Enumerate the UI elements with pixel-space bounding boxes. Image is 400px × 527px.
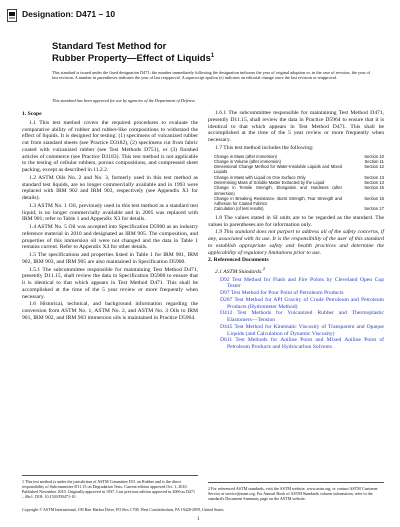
contents-title: Dimensional Change Method for Water-Insoluble Liquids and Mixed Liquids [214, 164, 342, 175]
standard-notice: This standard is issued under the fixed designation D471; the number immediately following the designation indicates the year of original adoption or, in the case of revision, the year of last revision. A number in parentheses indicates the year of last reapproval. A superscript epsilon (ε) indicates an editorial change since the last revision or reapproval. [52, 70, 371, 81]
para-2-1 [208, 266, 384, 276]
contents-section[interactable]: Section 10 [364, 153, 384, 159]
reference-code[interactable]: D412 [220, 310, 233, 317]
contents-row [214, 185, 384, 196]
left-column [22, 110, 198, 323]
reference-code[interactable]: D445 [220, 323, 233, 330]
contents-title: Change in Mass with Liquid on One Surface Only [214, 174, 306, 180]
astm-logo-icon [7, 9, 17, 22]
reference-title[interactable]: Test Method for Pour Point of Petroleum Products [230, 290, 344, 297]
reference-list [208, 277, 384, 351]
contents-section[interactable]: Section 17 [364, 206, 384, 212]
reference-item [215, 324, 384, 338]
reference-title[interactable]: Test Method for Flash and Fire Points by Cleveland Open Cup Tester [227, 276, 384, 290]
contents-row [214, 164, 384, 175]
reference-item [215, 277, 384, 291]
contents-table [214, 154, 384, 212]
contents-section[interactable]: Section 13 [364, 174, 384, 180]
contents-section[interactable]: Section 12 [364, 164, 384, 170]
para-1-7: 1.7 This test method includes the following: [215, 144, 314, 151]
reference-item [215, 297, 384, 311]
contents-title: Change in Volume (after immersion) [214, 158, 282, 164]
reference-title[interactable]: Test Method for API Gravity of Crude Petroleum and Petroleum Products (Hydrometer Method) [227, 296, 384, 310]
copyright-notice: Copyright © ASTM International, 100 Barr Harbor Drive, PO Box C700, West Conshohocken, PA 19428-2959, United States. [22, 507, 225, 512]
contents-title: Calculation (of test results) [214, 206, 264, 212]
reference-title[interactable]: Test Method for Kinematic Viscosity of Transparent and Opaque Liquids (and Calculation of Dynamic Viscosity) [227, 323, 384, 337]
footnote-mark-2: 2 [263, 266, 266, 272]
contents-section[interactable]: Section 16 [364, 195, 384, 201]
para-1-3: 1.3 ASTM No. 1 Oil, previously used in this test method as a standard test liquid, is no longer commercially available and in 2005 was replaced with IRM 901; refer to Table 1 and Appendix X3 for details. [22, 202, 198, 223]
designation: Designation: D471 – 10 [22, 9, 116, 19]
title-footnote-mark: 1 [210, 53, 215, 59]
referenced-documents-heading: 2. Referenced Documents [208, 257, 269, 264]
reference-code[interactable]: D92 [220, 276, 230, 283]
contents-section[interactable]: Section 11 [364, 158, 384, 164]
contents-title: Change in Tensile Strength, Elongation and Hardness (after immersion) [214, 185, 342, 196]
dod-notice: This standard has been approved for use by agencies of the Department of Defense. [52, 98, 196, 103]
title-line-1: Standard Test Method for [52, 41, 167, 52]
para-1-6-1: 1.6.1 The subcommittee responsible for maintaining Test Method D471, presently D11.15, shall review the data in Practice D5964 to ensure that it is identical to that which appears in Test Method D471. This shall be accomplished at the time of the 5 year review or more frequently when necessary. [208, 110, 384, 143]
reference-item [215, 290, 384, 297]
para-1-1: 1.1 This test method covers the required procedures to evaluate the comparative ability of rubber and rubber-like compositions to withstand the effect of liquids. It is designed for testing: (1) specimens of vulcanized rubber cut from standard sheets (see Practice D3182), (2) specimens cut from fabric coated with vulcanized rubber (see Test Methods D751), or (3) finished articles of commerce (see Practice D3183). This test method is not applicable to the testing of cellular rubbers, porous compositions, and compressed sheet packing, except as described in 11.2.2. [22, 119, 198, 173]
contents-title: Determining Mass of Soluble Matter Extracted by the Liquid [214, 179, 325, 185]
title-text: Rubber Property—Effect of Liquids [52, 53, 211, 64]
contents-section[interactable]: Section 15 [364, 185, 384, 191]
reference-title[interactable]: Test Methods for Aniline Point and Mixed Aniline Point of Petroleum Products and Hydrocarbon Solvents [227, 337, 384, 351]
scope-heading: 1. Scope [22, 111, 42, 117]
astm-standards-label: 2.1 ASTM Standards: [215, 268, 264, 275]
contents-row [214, 196, 384, 207]
para-1-4: 1.4 ASTM No. 5 Oil was accepted into Specification D5900 as an industry reference material in 2010 and designated as IRM 905. The composition, and properties of this immersion oil were not changed and the data in Table 1 remains current. Refer to Appendix X4 for other details. [22, 224, 198, 251]
footnote-2: 2 For referenced ASTM standards, visit the ASTM website, www.astm.org, or contact ASTM Customer Service at service@astm.org. For Annual Book of ASTM Standards volume information, refer to the standard's Document Summary page on the ASTM website. [208, 482, 384, 501]
para-1-9: 1.9 This standard does not purport to address all of the safety concerns, if any, associated with its use. It is the responsibility of the user of this standard to establish appropriate safety and health practices and determine the applicability of regulatory limitations prior to use. [208, 229, 384, 256]
contents-title: Change in Mass (after immersion) [214, 153, 278, 159]
title-line-2 [52, 53, 214, 64]
contents-title: Change in Breaking Resistance, Burst Strength, Tear Strength and Adhesion for Coated Fabrics [214, 195, 342, 207]
para-1-2: 1.2 ASTM Oils No. 2 and No. 3, formerly used in this test method as standard test liquids, are no longer commercially available and in 1993 were replaced with IRM 902 and IRM 903, respectively (see Appendix X1 for details). [22, 174, 198, 201]
reference-item [215, 310, 384, 324]
footnote-1: 1 This test method is under the jurisdiction of ASTM Committee D11 on Rubber and is the direct responsibility of Subcommittee D11.15 on Degradation Tests. Current edition approved Oct. 1, 2010. Published November 2010. Originally approved in 1937. Last previous edition approved in 2006 as D471 – 06ε1. DOI: 10.1520/D0471-10. [22, 475, 198, 499]
para-1-8: 1.8 The values stated in SI units are to be regarded as the standard. The values in parentheses are for information only. [208, 214, 384, 228]
reference-item [215, 337, 384, 351]
para-1-6: 1.6 Historical, technical, and background information regarding the conversion from ASTM No. 1, ASTM No. 2, and ASTM No. 3 Oils to IRM 901, IRM 902, and IRM 903 immersion oils is maintained in Practice D5964. [22, 301, 198, 321]
reference-code[interactable]: D611 [220, 337, 233, 344]
contents-section[interactable]: Section 14 [364, 179, 384, 185]
reference-code[interactable]: D97 [220, 290, 230, 297]
reference-title[interactable]: Test Methods for Vulcanized Rubber and Thermoplastic Elastomers—Tension [227, 310, 384, 324]
page-number: 1 [197, 517, 200, 522]
para-1-5: 1.5 The specifications and properties listed in Table 1 for IRM 901, IRM 902, IRM 903, and IRM 905 are also maintained in Specification D5900. [22, 252, 198, 265]
reference-code[interactable]: D287 [220, 296, 233, 303]
right-column [208, 110, 384, 351]
contents-row [214, 206, 384, 211]
para-1-5-1: 1.5.1 The subcommittee responsible for maintaining Test Method D471, presently D11.15, shall review the data in Specification D5900 to ensure that it is identical to that which appears in Test Method D471. This shall be accomplished at the time of the 5 year review or more frequently when necessary. [22, 266, 198, 300]
